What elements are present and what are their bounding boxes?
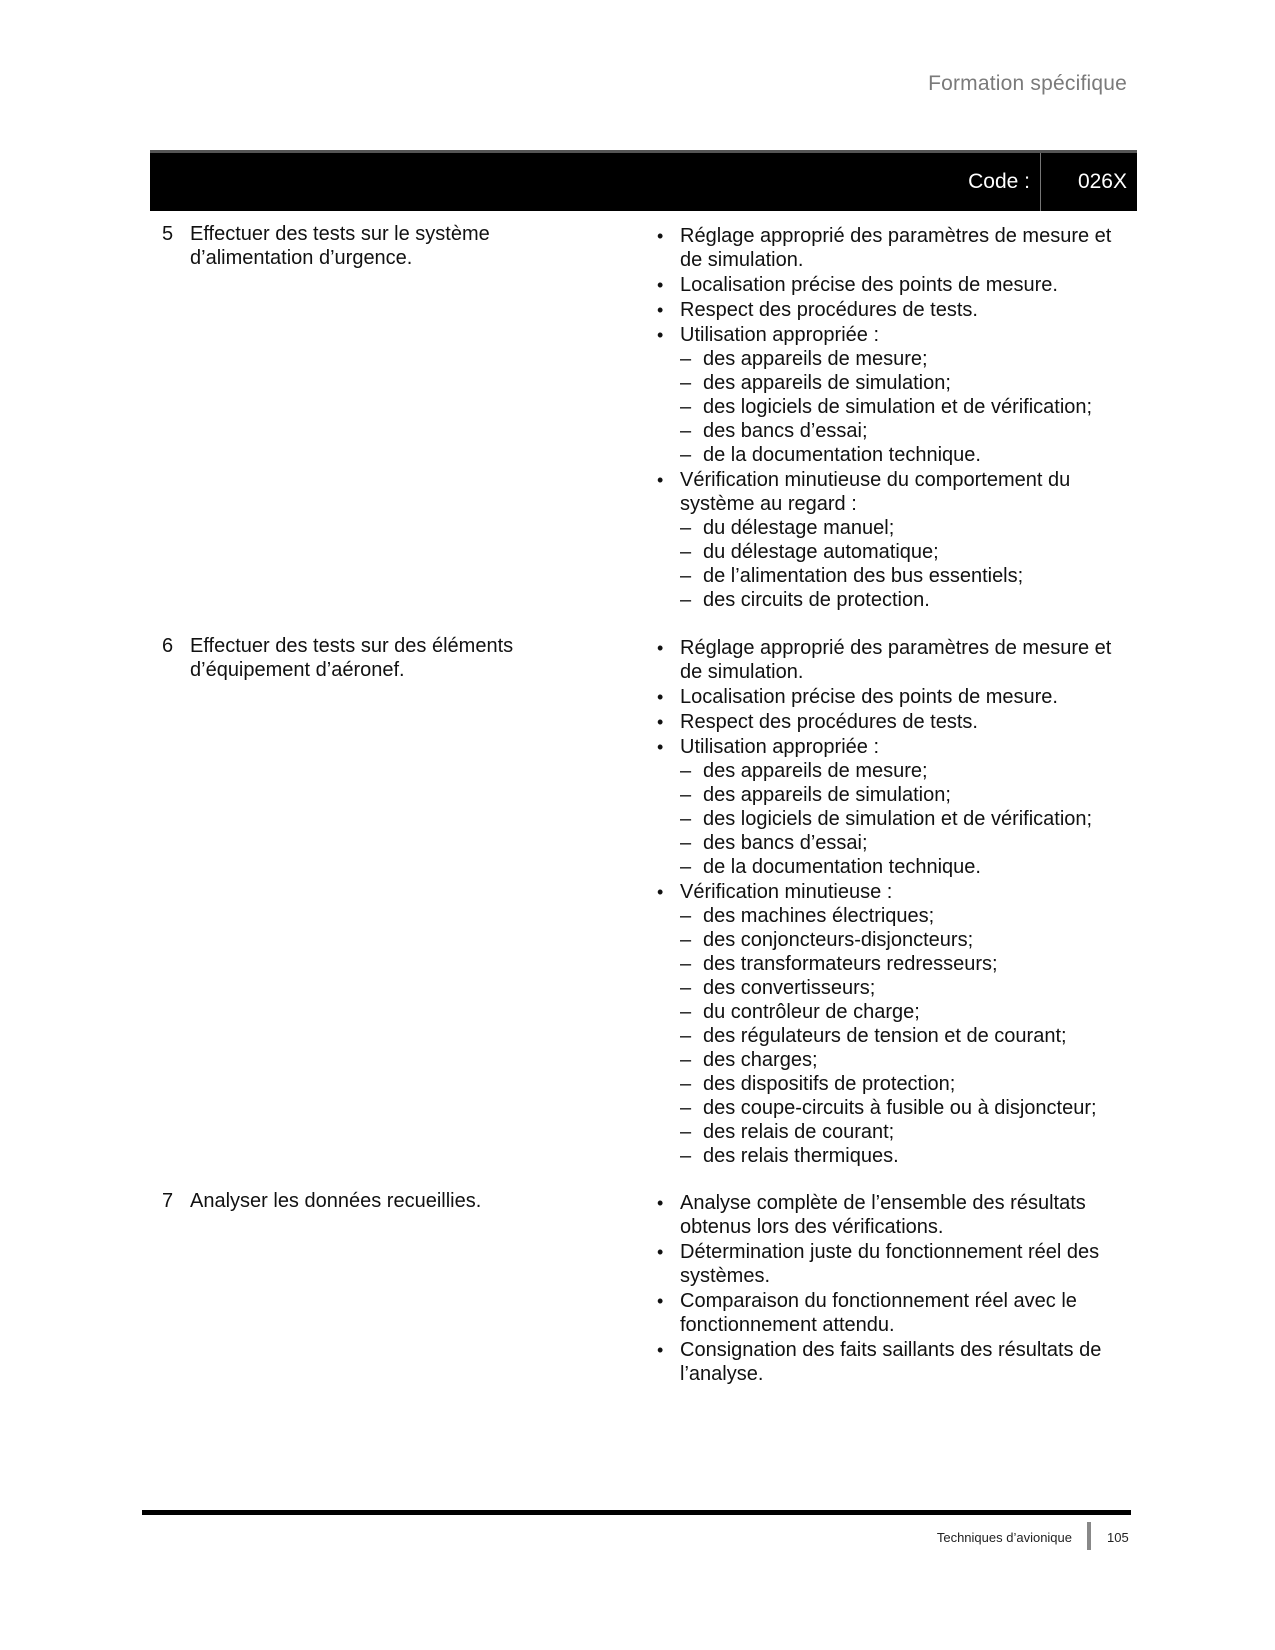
criterion (655, 636, 1125, 684)
code-bar (150, 150, 1137, 211)
criterion-text: Localisation précise des points de mesure. (680, 274, 1058, 296)
sub-item-text: des coupe-circuits à fusible ou à disjoncteur; (703, 1097, 1097, 1119)
criterion-text: Utilisation appropriée : (680, 736, 879, 758)
sub-item-text: des logiciels de simulation et de vérification; (703, 396, 1093, 418)
criterion-text: Réglage approprié des paramètres de mesure et de simulation. (680, 637, 1112, 683)
sub-item-text: de la documentation technique. (703, 856, 981, 878)
element-number: 5 (162, 223, 174, 245)
criterion (655, 685, 1125, 709)
bullet-icon: • (657, 470, 664, 490)
sub-item (680, 516, 1125, 540)
criterion (655, 1338, 1125, 1386)
sub-item-text: des circuits de protection. (703, 589, 930, 611)
footer-separator (1087, 1522, 1091, 1550)
sub-list (680, 347, 1125, 467)
sub-item (680, 371, 1125, 395)
sub-item-text: des bancs d’essai; (703, 832, 868, 854)
sub-list (680, 516, 1125, 612)
dash-icon: – (680, 1121, 692, 1143)
bullet-icon: • (657, 882, 664, 902)
dash-icon: – (680, 1073, 692, 1095)
sub-item (680, 807, 1125, 831)
dash-icon: – (680, 444, 692, 466)
sub-item (680, 855, 1125, 879)
sub-item-text: des charges; (703, 1049, 818, 1071)
sub-item-text: de la documentation technique. (703, 444, 981, 466)
footer-rule (142, 1510, 1131, 1515)
criterion (655, 323, 1125, 467)
sub-item-text: de l’alimentation des bus essentiels; (703, 565, 1024, 587)
dash-icon: – (680, 1097, 692, 1119)
dash-icon: – (680, 420, 692, 442)
dash-icon: – (680, 977, 692, 999)
sub-item (680, 347, 1125, 371)
bullet-icon: • (657, 737, 664, 757)
criterion-text: Localisation précise des points de mesure. (680, 686, 1058, 708)
sub-item-text: des appareils de mesure; (703, 348, 928, 370)
sub-item (680, 564, 1125, 588)
bullet-icon: • (657, 1291, 664, 1311)
sub-item-text: des machines électriques; (703, 905, 935, 927)
criterion (655, 710, 1125, 734)
bullet-icon: • (657, 1193, 664, 1213)
dash-icon: – (680, 832, 692, 854)
element-statement: Effectuer des tests sur des éléments d’équipement d’aéronef. (190, 635, 514, 681)
dash-icon: – (680, 808, 692, 830)
criterion (655, 880, 1125, 1168)
sub-item (680, 976, 1125, 1000)
performance-criteria (655, 224, 1125, 613)
dash-icon: – (680, 1049, 692, 1071)
dash-icon: – (680, 929, 692, 951)
sub-item (680, 1024, 1125, 1048)
element-statement: Effectuer des tests sur le système d’alimentation d’urgence. (190, 223, 490, 269)
element-number: 7 (162, 1190, 174, 1212)
sub-item (680, 783, 1125, 807)
criterion (655, 468, 1125, 612)
dash-icon: – (680, 1001, 692, 1023)
dash-icon: – (680, 348, 692, 370)
sub-item (680, 588, 1125, 612)
code-value: 026X (1077, 170, 1127, 193)
criterion-text: Respect des procédures de tests. (680, 711, 978, 733)
sub-item-text: des appareils de simulation; (703, 784, 951, 806)
bullet-icon: • (657, 300, 664, 320)
code-label: Code : (968, 170, 1030, 193)
sub-item-text: du délestage automatique; (703, 541, 939, 563)
sub-item (680, 831, 1125, 855)
sub-item-text: des appareils de mesure; (703, 760, 928, 782)
dash-icon: – (680, 856, 692, 878)
criterion-text: Vérification minutieuse : (680, 881, 893, 903)
dash-icon: – (680, 565, 692, 587)
page-number: 105 (1107, 1530, 1129, 1545)
criterion (655, 735, 1125, 879)
sub-item-text: des dispositifs de protection; (703, 1073, 956, 1095)
sub-item (680, 419, 1125, 443)
code-separator (1040, 153, 1041, 211)
bullet-icon: • (657, 1340, 664, 1360)
footer-program-title: Techniques d’avionique (936, 1530, 1072, 1545)
dash-icon: – (680, 905, 692, 927)
section-title: Formation spécifique (928, 72, 1127, 95)
bullet-icon: • (657, 1242, 664, 1262)
criterion-text: Analyse complète de l’ensemble des résultats obtenus lors des vérifications. (680, 1192, 1086, 1238)
dash-icon: – (680, 372, 692, 394)
criterion-text: Détermination juste du fonctionnement réel des systèmes. (680, 1241, 1100, 1287)
sub-item (680, 1144, 1125, 1168)
element-number: 6 (162, 635, 174, 657)
bullet-icon: • (657, 226, 664, 246)
bullet-icon: • (657, 638, 664, 658)
sub-list (680, 904, 1125, 1168)
dash-icon: – (680, 396, 692, 418)
sub-item-text: des transformateurs redresseurs; (703, 953, 998, 975)
sub-item (680, 759, 1125, 783)
dash-icon: – (680, 953, 692, 975)
sub-item (680, 928, 1125, 952)
criterion-text: Vérification minutieuse du comportement du système au regard : (680, 469, 1071, 515)
dash-icon: – (680, 589, 692, 611)
sub-list (680, 759, 1125, 879)
dash-icon: – (680, 1025, 692, 1047)
element-statement: Analyser les données recueillies. (190, 1190, 482, 1212)
criterion (655, 1289, 1125, 1337)
sub-item-text: des bancs d’essai; (703, 420, 868, 442)
criterion-text: Respect des procédures de tests. (680, 299, 978, 321)
sub-item-text: des régulateurs de tension et de courant; (703, 1025, 1067, 1047)
criterion-text: Utilisation appropriée : (680, 324, 879, 346)
criterion (655, 1191, 1125, 1239)
dash-icon: – (680, 541, 692, 563)
sub-item (680, 904, 1125, 928)
dash-icon: – (680, 517, 692, 539)
sub-item (680, 1120, 1125, 1144)
performance-criteria (655, 636, 1125, 1169)
sub-item (680, 1096, 1125, 1120)
sub-item (680, 395, 1125, 419)
sub-item-text: des convertisseurs; (703, 977, 876, 999)
criterion (655, 1240, 1125, 1288)
criterion-text: Consignation des faits saillants des résultats de l’analyse. (680, 1339, 1102, 1385)
bullet-icon: • (657, 712, 664, 732)
sub-item-text: des conjoncteurs-disjoncteurs; (703, 929, 974, 951)
dash-icon: – (680, 784, 692, 806)
dash-icon: – (680, 1145, 692, 1167)
criterion-text: Comparaison du fonctionnement réel avec le fonctionnement attendu. (680, 1290, 1077, 1336)
sub-item (680, 540, 1125, 564)
dash-icon: – (680, 760, 692, 782)
criterion (655, 224, 1125, 272)
criterion (655, 273, 1125, 297)
performance-criteria (655, 1191, 1125, 1387)
criterion-text: Réglage approprié des paramètres de mesure et de simulation. (680, 225, 1112, 271)
sub-item-text: des relais de courant; (703, 1121, 895, 1143)
sub-item-text: des logiciels de simulation et de vérification; (703, 808, 1093, 830)
sub-item (680, 1072, 1125, 1096)
bullet-icon: • (657, 275, 664, 295)
sub-item-text: des appareils de simulation; (703, 372, 951, 394)
bullet-icon: • (657, 325, 664, 345)
sub-item-text: du contrôleur de charge; (703, 1001, 920, 1023)
sub-item (680, 952, 1125, 976)
bullet-icon: • (657, 687, 664, 707)
sub-item (680, 443, 1125, 467)
criterion (655, 298, 1125, 322)
sub-item (680, 1048, 1125, 1072)
sub-item (680, 1000, 1125, 1024)
sub-item-text: du délestage manuel; (703, 517, 895, 539)
sub-item-text: des relais thermiques. (703, 1145, 899, 1167)
